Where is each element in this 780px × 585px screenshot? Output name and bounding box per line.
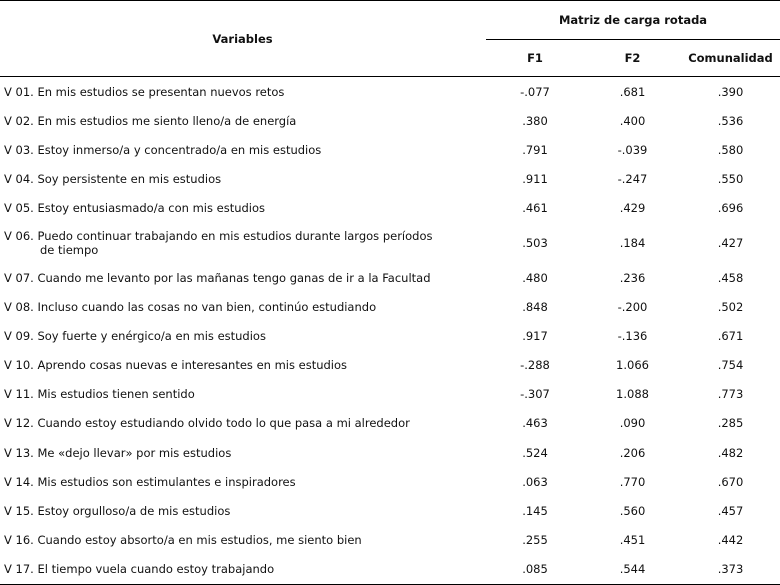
comunalidad-value: .536 — [717, 113, 744, 128]
table-row — [0, 555, 780, 585]
f2-value: -.039 — [617, 142, 648, 157]
comunalidad-value: .671 — [717, 328, 744, 343]
f1-value: .380 — [522, 113, 548, 128]
variable-label: V 12. Cuando estoy estudiando olvido todo lo que pasa a mi alrededor — [4, 416, 410, 431]
table-row — [0, 223, 780, 263]
variable-label: V 08. Incluso cuando las cosas no van bien, continúo estudiando — [4, 299, 377, 314]
f1-value: -.077 — [520, 84, 550, 99]
f2-value: 1.088 — [616, 387, 649, 402]
f2-value: -.136 — [617, 328, 648, 343]
f1-value: .791 — [522, 142, 548, 157]
comunalidad-value: .285 — [717, 416, 744, 431]
f2-value: .206 — [619, 445, 646, 460]
f1-value: .255 — [522, 533, 548, 548]
comunalidad-value: .696 — [717, 201, 744, 216]
header-group-rotated-loadings: Matriz de carga rotada — [486, 1, 780, 40]
variable-label: V 11. Mis estudios tienen sentido — [4, 387, 195, 402]
f2-value: .681 — [619, 84, 646, 99]
f1-value: -.288 — [520, 358, 550, 373]
comunalidad-value: .550 — [717, 172, 744, 187]
f2-value: .184 — [619, 235, 646, 250]
variable-label: V 09. Soy fuerte y enérgico/a en mis estudios — [4, 328, 266, 343]
f2-value: .429 — [619, 201, 646, 216]
f1-value: .085 — [486, 555, 584, 585]
table-row — [0, 194, 780, 223]
comunalidad-value: .773 — [717, 387, 744, 402]
f2-value: -.247 — [617, 172, 648, 187]
comunalidad-value: .754 — [717, 358, 744, 373]
comunalidad-value: .580 — [717, 142, 744, 157]
f2-value: -.200 — [617, 299, 648, 314]
variable-label-line-1: V 06. Puedo continuar trabajando en mis estudios durante largos períodos — [4, 228, 433, 243]
header-variables: Variables — [0, 1, 486, 77]
table-row — [0, 77, 780, 107]
f2-value: .400 — [619, 113, 646, 128]
variable-label: V 16. Cuando estoy absorto/a en mis estudios, me siento bien — [4, 533, 362, 548]
f2-value: .770 — [619, 474, 646, 489]
f1-value: .463 — [522, 416, 548, 431]
comunalidad-value: .670 — [717, 474, 744, 489]
f1-value: -.307 — [520, 387, 550, 402]
comunalidad-value: .502 — [717, 299, 744, 314]
variable-label: V 03. Estoy inmerso/a y concentrado/a en mis estudios — [4, 142, 322, 157]
table-row — [0, 351, 780, 380]
f2-value: .544 — [584, 555, 681, 585]
header-f1: F1 — [486, 40, 584, 77]
f2-value: 1.066 — [616, 358, 649, 373]
table-row — [0, 467, 780, 496]
f1-value: .503 — [522, 235, 548, 250]
table-row — [0, 438, 780, 467]
f1-value: .145 — [522, 504, 548, 519]
comunalidad-value: .482 — [717, 445, 744, 460]
f2-value: .090 — [619, 416, 646, 431]
comunalidad-value: .373 — [681, 555, 780, 585]
variable-label: V 05. Estoy entusiasmado/a con mis estudios — [4, 201, 266, 216]
variable-label: V 15. Estoy orgulloso/a de mis estudios — [4, 504, 231, 519]
table-row — [0, 409, 780, 438]
variable-label: V 17. El tiempo vuela cuando estoy trabajando — [0, 555, 486, 585]
f1-value: .911 — [522, 172, 548, 187]
variable-label-line-2: de tiempo — [40, 242, 99, 257]
table-row — [0, 321, 780, 350]
f1-value: .480 — [522, 270, 548, 285]
comunalidad-value: .457 — [717, 504, 744, 519]
f1-value: .524 — [522, 445, 548, 460]
f1-value: .848 — [522, 299, 548, 314]
table-row — [0, 526, 780, 555]
table-row — [0, 380, 780, 409]
f1-value: .063 — [522, 474, 548, 489]
f2-value: .451 — [619, 533, 646, 548]
table-row — [0, 292, 780, 321]
table-row — [0, 263, 780, 292]
comunalidad-value: .427 — [717, 235, 744, 250]
variable-label — [0, 223, 486, 263]
table-body — [0, 77, 780, 585]
header-f2: F2 — [584, 40, 681, 77]
table-row — [0, 135, 780, 164]
header-comunalidad: Comunalidad — [681, 40, 780, 77]
f1-value: .917 — [522, 328, 548, 343]
comunalidad-value: .442 — [717, 533, 744, 548]
table-row — [0, 165, 780, 194]
table-row — [0, 106, 780, 135]
f1-value: .461 — [522, 201, 548, 216]
variable-label: V 02. En mis estudios me siento lleno/a de energía — [4, 113, 297, 128]
variable-label: V 10. Aprendo cosas nuevas e interesantes en mis estudios — [4, 358, 348, 373]
comunalidad-value: .390 — [717, 84, 744, 99]
table-row — [0, 496, 780, 525]
variable-label: V 07. Cuando me levanto por las mañanas tengo ganas de ir a la Facultad — [4, 270, 431, 285]
variable-label: V 01. En mis estudios se presentan nuevos retos — [4, 84, 285, 99]
comunalidad-value: .458 — [717, 270, 744, 285]
variable-label: V 13. Me «dejo llevar» por mis estudios — [4, 445, 232, 460]
f2-value: .236 — [619, 270, 646, 285]
f2-value: .560 — [619, 504, 646, 519]
variable-label: V 14. Mis estudios son estimulantes e inspiradores — [4, 474, 296, 489]
variable-label: V 04. Soy persistente en mis estudios — [4, 172, 222, 187]
